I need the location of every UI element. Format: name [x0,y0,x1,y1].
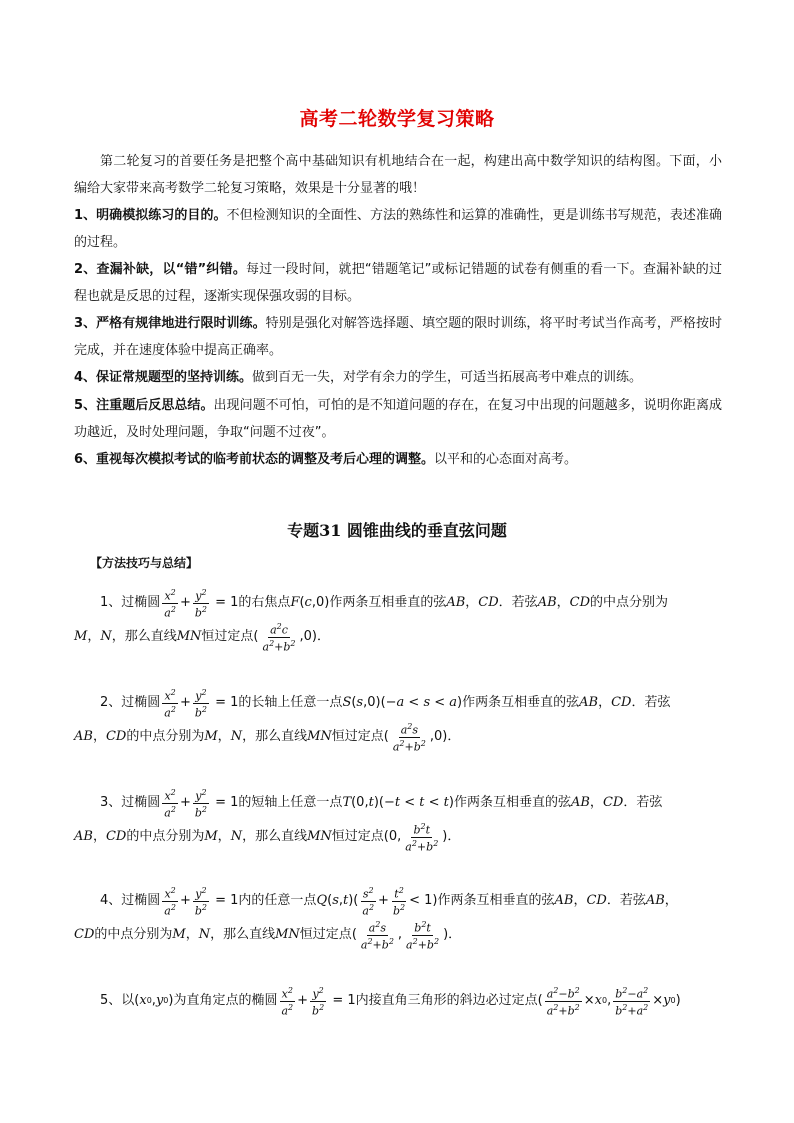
fraction: $\frac{x^2}{a^2}$ [164,687,176,720]
rule-text: 的长轴上任意一点 [238,695,343,710]
rule-text: 的中点分别为 [590,595,669,610]
rule-text: ，那么直线 [111,629,177,644]
rule-text: 恒过定点 [331,829,384,844]
intro-paragraph: 第二轮复习的首要任务是把整个高中基础知识有机地结合在一起，构建出高中数学知识的结构图。下面，小编给大家带来高考数学二轮复习策略，效果是十分显著的哦！ [74,154,722,196]
point-heading: 4、保证常规题型的坚持训练。 [74,370,253,385]
rule-text: ，那么直线 [242,829,308,844]
fraction: $\frac{a^2s}{a^2+b^2}$ [360,919,394,952]
page-title: 高考二轮数学复习策略 [299,108,495,130]
method-label: 【方法技巧与总结】 [90,556,199,570]
fraction: $\frac{b^2t}{a^2+b^2}$ [405,821,439,854]
point-body: 做到百无一失，对学有余力的学生，可适当拓展高考中难点的训练。 [252,370,643,385]
fraction: $\frac{y^2}{b^2}$ [194,687,207,720]
rule-text: 内的任意一点 [238,893,317,908]
fraction: $\frac{x^2}{a^2}$ [164,885,176,918]
fraction: $\frac{b^2-a^2}{b^2+a^2}$ [615,985,649,1018]
rule-item-2: 2、过椭圆 $\frac{x^2}{a^2}$ + $\frac{y^2}{b^2}$ = 1 的长轴上任意一点 S ( s ,0)( −a < s < a ) 作两条互相垂直的弦 AB ， CD ．若弦 AB ， CD 的中点分别为 M ， N ，那么直线 MN 恒过定点 ( $\frac{a^2s}{a^2+b^2}$ ,0)． [74,687,671,754]
rule-text: ．若弦 [498,595,538,610]
fraction: $\frac{x^2}{a^2}$ [164,787,176,820]
fraction: $\frac{y^2}{b^2}$ [194,885,207,918]
rule-text: 为直角定点的椭圆 [173,993,278,1008]
rule-text: 5、以 [100,993,135,1008]
rule-text: ．若弦 [623,795,663,810]
rule-text: ．若弦 [606,893,646,908]
point-heading: 6、重视每次模拟考试的临考前状态的调整及考后心理的调整。 [74,452,435,467]
point-heading: 2、查漏补缺，以“错”纠错。 [74,262,247,277]
fraction: $\frac{b^2t}{a^2+b^2}$ [406,919,440,952]
rule-item-3: 3、过椭圆 $\frac{x^2}{a^2}$ + $\frac{y^2}{b^2}$ = 1 的短轴上任意一点 T (0, t )( −t < t < t ) 作两条互相垂直的弦 AB ， CD ．若弦 AB ， CD 的中点分别为 M ， N ，那么直线 MN 恒过定点 (0, $\frac{b^2t}{a^2+b^2}$ )． [74,787,663,854]
fraction: $\frac{s^2}{a^2}$ [362,885,375,918]
topic-title: 专题31 圆锥曲线的垂直弦问题 [287,521,507,540]
rule-text: 的中点分别为 [94,927,173,942]
rule-text: 作两条互相垂直的弦 [453,795,571,810]
rule-text: 的右焦点 [238,595,291,610]
fraction: $\frac{x^2}{a^2}$ [281,985,294,1018]
rule-text: 的短轴上任意一点 [238,795,343,810]
point-body: 特别是强化对解答选择题、填空题的限时训练，将平时考试当作高考，严格按时完成，并在速度体验中提高正确率。 [74,316,722,358]
rule-text: 4、过椭圆 [100,893,161,908]
point-body: 不但检测知识的全面性、方法的熟练性和运算的准确性，更是训练书写规范，表述准确的过程。 [74,208,722,250]
strategy-point-6 [74,446,722,473]
rule-text: ．若弦 [631,695,671,710]
fraction: $\frac{y^2}{b^2}$ [312,985,325,1018]
rule-item-1: 1、过椭圆 $\frac{x^2}{a^2}$ + $\frac{y^2}{b^2}$ = 1 的右焦点 F ( c ,0) 作两条互相垂直的弦 AB ， CD ．若弦 AB ， CD 的中点分别为 M ， N ，那么直线 MN 恒过定点 ( $\frac{a^2c}{a^2+b^2}$ ,0)． [74,587,669,654]
point-heading: 1、明确模拟练习的目的。 [74,208,227,223]
strategy-point-4 [74,364,722,391]
fraction: $\frac{a^2c}{a^2+b^2}$ [262,621,296,654]
rule-text: 1、过椭圆 [100,595,161,610]
rule-text: 作两条互相垂直的弦 [329,595,447,610]
rule-text: ，那么直线 [242,729,308,744]
strategy-point-2 [74,256,722,310]
strategy-point-1 [74,202,722,256]
rule-text: 作两条互相垂直的弦 [437,893,555,908]
rule-text: ，那么直线 [210,927,276,942]
fraction: $\frac{y^2}{b^2}$ [194,587,207,620]
rule-text: 恒过定点 [299,927,352,942]
rule-text: 内接直角三角形的斜边必过定点 [355,993,538,1008]
rule-text: 2、过椭圆 [100,695,161,710]
fraction: $\frac{x^2}{a^2}$ [164,587,176,620]
rule-text: 的中点分别为 [126,829,205,844]
rule-text: 恒过定点 [201,629,254,644]
point-body: 出现问题不可怕，可怕的是不知道问题的存在，在复习中出现的问题越多，说明你距离成功越近，及时处理问题，争取“问题不过夜”。 [74,398,722,440]
rule-text: 3、过椭圆 [100,795,161,810]
fraction: $\frac{y^2}{b^2}$ [194,787,207,820]
rule-text: 恒过定点 [331,729,384,744]
strategy-point-5 [74,392,722,446]
rule-item-5: 5、以 ( x 0 , y 0 ) 为直角定点的椭圆 $\frac{x^2}{a^2}$ + $\frac{y^2}{b^2}$ = 1 内接直角三角形的斜边必过定点 ( $\frac{a^2-b^2}{a^2+b^2}$ × x 0 , $\frac{b^2-a^2}{b^2+a^2}$ × y 0 ) [100,985,681,1018]
rule-text: 的中点分别为 [126,729,205,744]
point-heading: 3、严格有规律地进行限时训练。 [74,316,266,331]
fraction: $\frac{a^2s}{a^2+b^2}$ [392,721,426,754]
point-body: 以平和的心态面对高考。 [434,452,578,467]
fraction: $\frac{a^2-b^2}{a^2+b^2}$ [546,985,580,1018]
strategy-point-3 [74,310,722,364]
fraction: $\frac{t^2}{b^2}$ [392,885,406,918]
point-body: 每过一段时间，就把“错题笔记”或标记错题的试卷有侧重的看一下。查漏补缺的过程也就是反思的过程，逐渐实现保强攻弱的目标。 [74,262,722,304]
rule-text: 作两条互相垂直的弦 [462,695,580,710]
rule-item-4: 4、过椭圆 $\frac{x^2}{a^2}$ + $\frac{y^2}{b^2}$ = 1 内的任意一点 Q ( s , t )( $\frac{s^2}{a^2}$ + $\frac{t^2}{b^2}$ < 1) 作两条互相垂直的弦 AB ， CD ．若弦 AB ， CD 的中点分别为 M ， N ，那么直线 MN 恒过定点 ( $\frac{a^2s}{a^2+b^2}$ , $\frac{b^2t}{a^2+b^2}$ )． [74,885,678,952]
point-heading: 5、注重题后反思总结。 [74,398,214,413]
